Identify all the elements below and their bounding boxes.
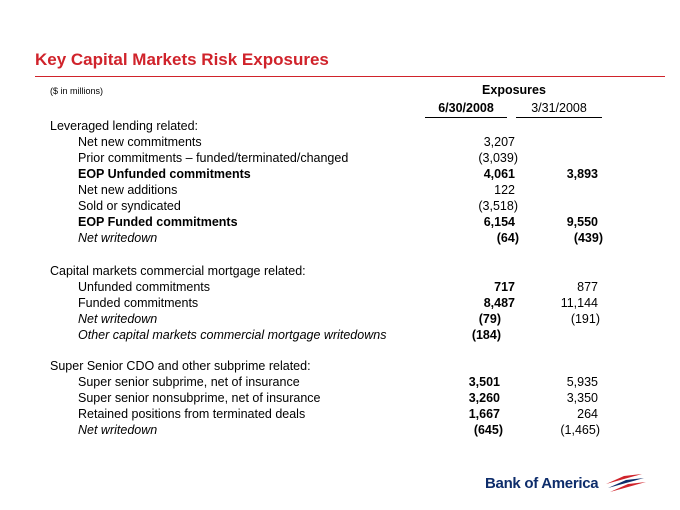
table-row (78, 422, 503, 438)
value-3-31-2008: 5,935 (566, 375, 598, 389)
value-3-31-2008: 877 (577, 280, 598, 294)
table-row (78, 214, 515, 230)
value-6-30-2008: 6,154 (483, 215, 515, 229)
row-label: Unfunded commitments (78, 280, 211, 294)
value-3-31-2008: 9,550 (566, 215, 598, 229)
value-3-31-2008: 264 (577, 407, 598, 421)
value-3-31-2008: (1,465) (560, 423, 600, 437)
table-row (78, 374, 500, 390)
col-header-6-30-2008: 6/30/2008 (425, 101, 507, 118)
exposures-header: Exposures (482, 83, 546, 97)
value-3-31-2008: 11,144 (560, 296, 598, 310)
table-row (78, 198, 518, 214)
value-6-30-2008: 3,260 (468, 391, 500, 405)
table-row (78, 327, 501, 343)
value-6-30-2008: (3,518) (478, 199, 518, 213)
value-3-31-2008: (439) (573, 231, 603, 245)
title-divider (35, 76, 665, 77)
row-label: Super senior nonsubprime, net of insurance (78, 391, 321, 405)
table-row (78, 166, 515, 182)
row-label: EOP Funded commitments (78, 215, 238, 229)
table-row (78, 182, 515, 198)
table-row (78, 390, 500, 406)
row-label: Prior commitments – funded/terminated/changed (78, 151, 349, 165)
row-label: Retained positions from terminated deals (78, 407, 306, 421)
value-6-30-2008: 717 (494, 280, 515, 294)
value-6-30-2008: 122 (494, 183, 515, 197)
row-label: Net writedown (78, 423, 158, 437)
row-label: Super senior subprime, net of insurance (78, 375, 300, 389)
units-note: ($ in millions) (50, 86, 104, 96)
col-header-3-31-2008: 3/31/2008 (516, 101, 602, 118)
value-6-30-2008: (184) (471, 328, 501, 342)
row-label: Net writedown (78, 231, 158, 245)
row-label: Sold or syndicated (78, 199, 181, 213)
logo-text: Bank of America (485, 474, 599, 492)
value-6-30-2008: (64) (496, 231, 519, 245)
value-6-30-2008: (3,039) (478, 151, 518, 165)
row-label: Net new commitments (78, 135, 202, 149)
table-row (78, 230, 519, 246)
page-title: Key Capital Markets Risk Exposures (35, 50, 329, 69)
row-label: EOP Unfunded commitments (78, 167, 251, 181)
table-row (78, 295, 515, 311)
row-label: Other capital markets commercial mortgage writedowns (78, 328, 387, 342)
value-6-30-2008: 4,061 (483, 167, 515, 181)
value-6-30-2008: 3,501 (468, 375, 500, 389)
value-6-30-2008: (645) (473, 423, 503, 437)
value-6-30-2008: 3,207 (483, 135, 515, 149)
value-6-30-2008: (79) (478, 312, 501, 326)
row-label: Net writedown (78, 312, 158, 326)
bank-of-america-logo (485, 472, 646, 494)
value-6-30-2008: 1,667 (468, 407, 500, 421)
value-3-31-2008: 3,893 (566, 167, 598, 181)
row-label: Funded commitments (78, 296, 199, 310)
value-3-31-2008: (191) (570, 312, 600, 326)
table-row (78, 311, 501, 327)
flag-icon (602, 472, 646, 494)
row-label: Net new additions (78, 183, 178, 197)
value-6-30-2008: 8,487 (483, 296, 515, 310)
table-row (78, 134, 515, 150)
table-row (78, 406, 500, 422)
table-row (78, 279, 515, 295)
value-3-31-2008: 3,350 (566, 391, 598, 405)
table-row (78, 150, 518, 166)
